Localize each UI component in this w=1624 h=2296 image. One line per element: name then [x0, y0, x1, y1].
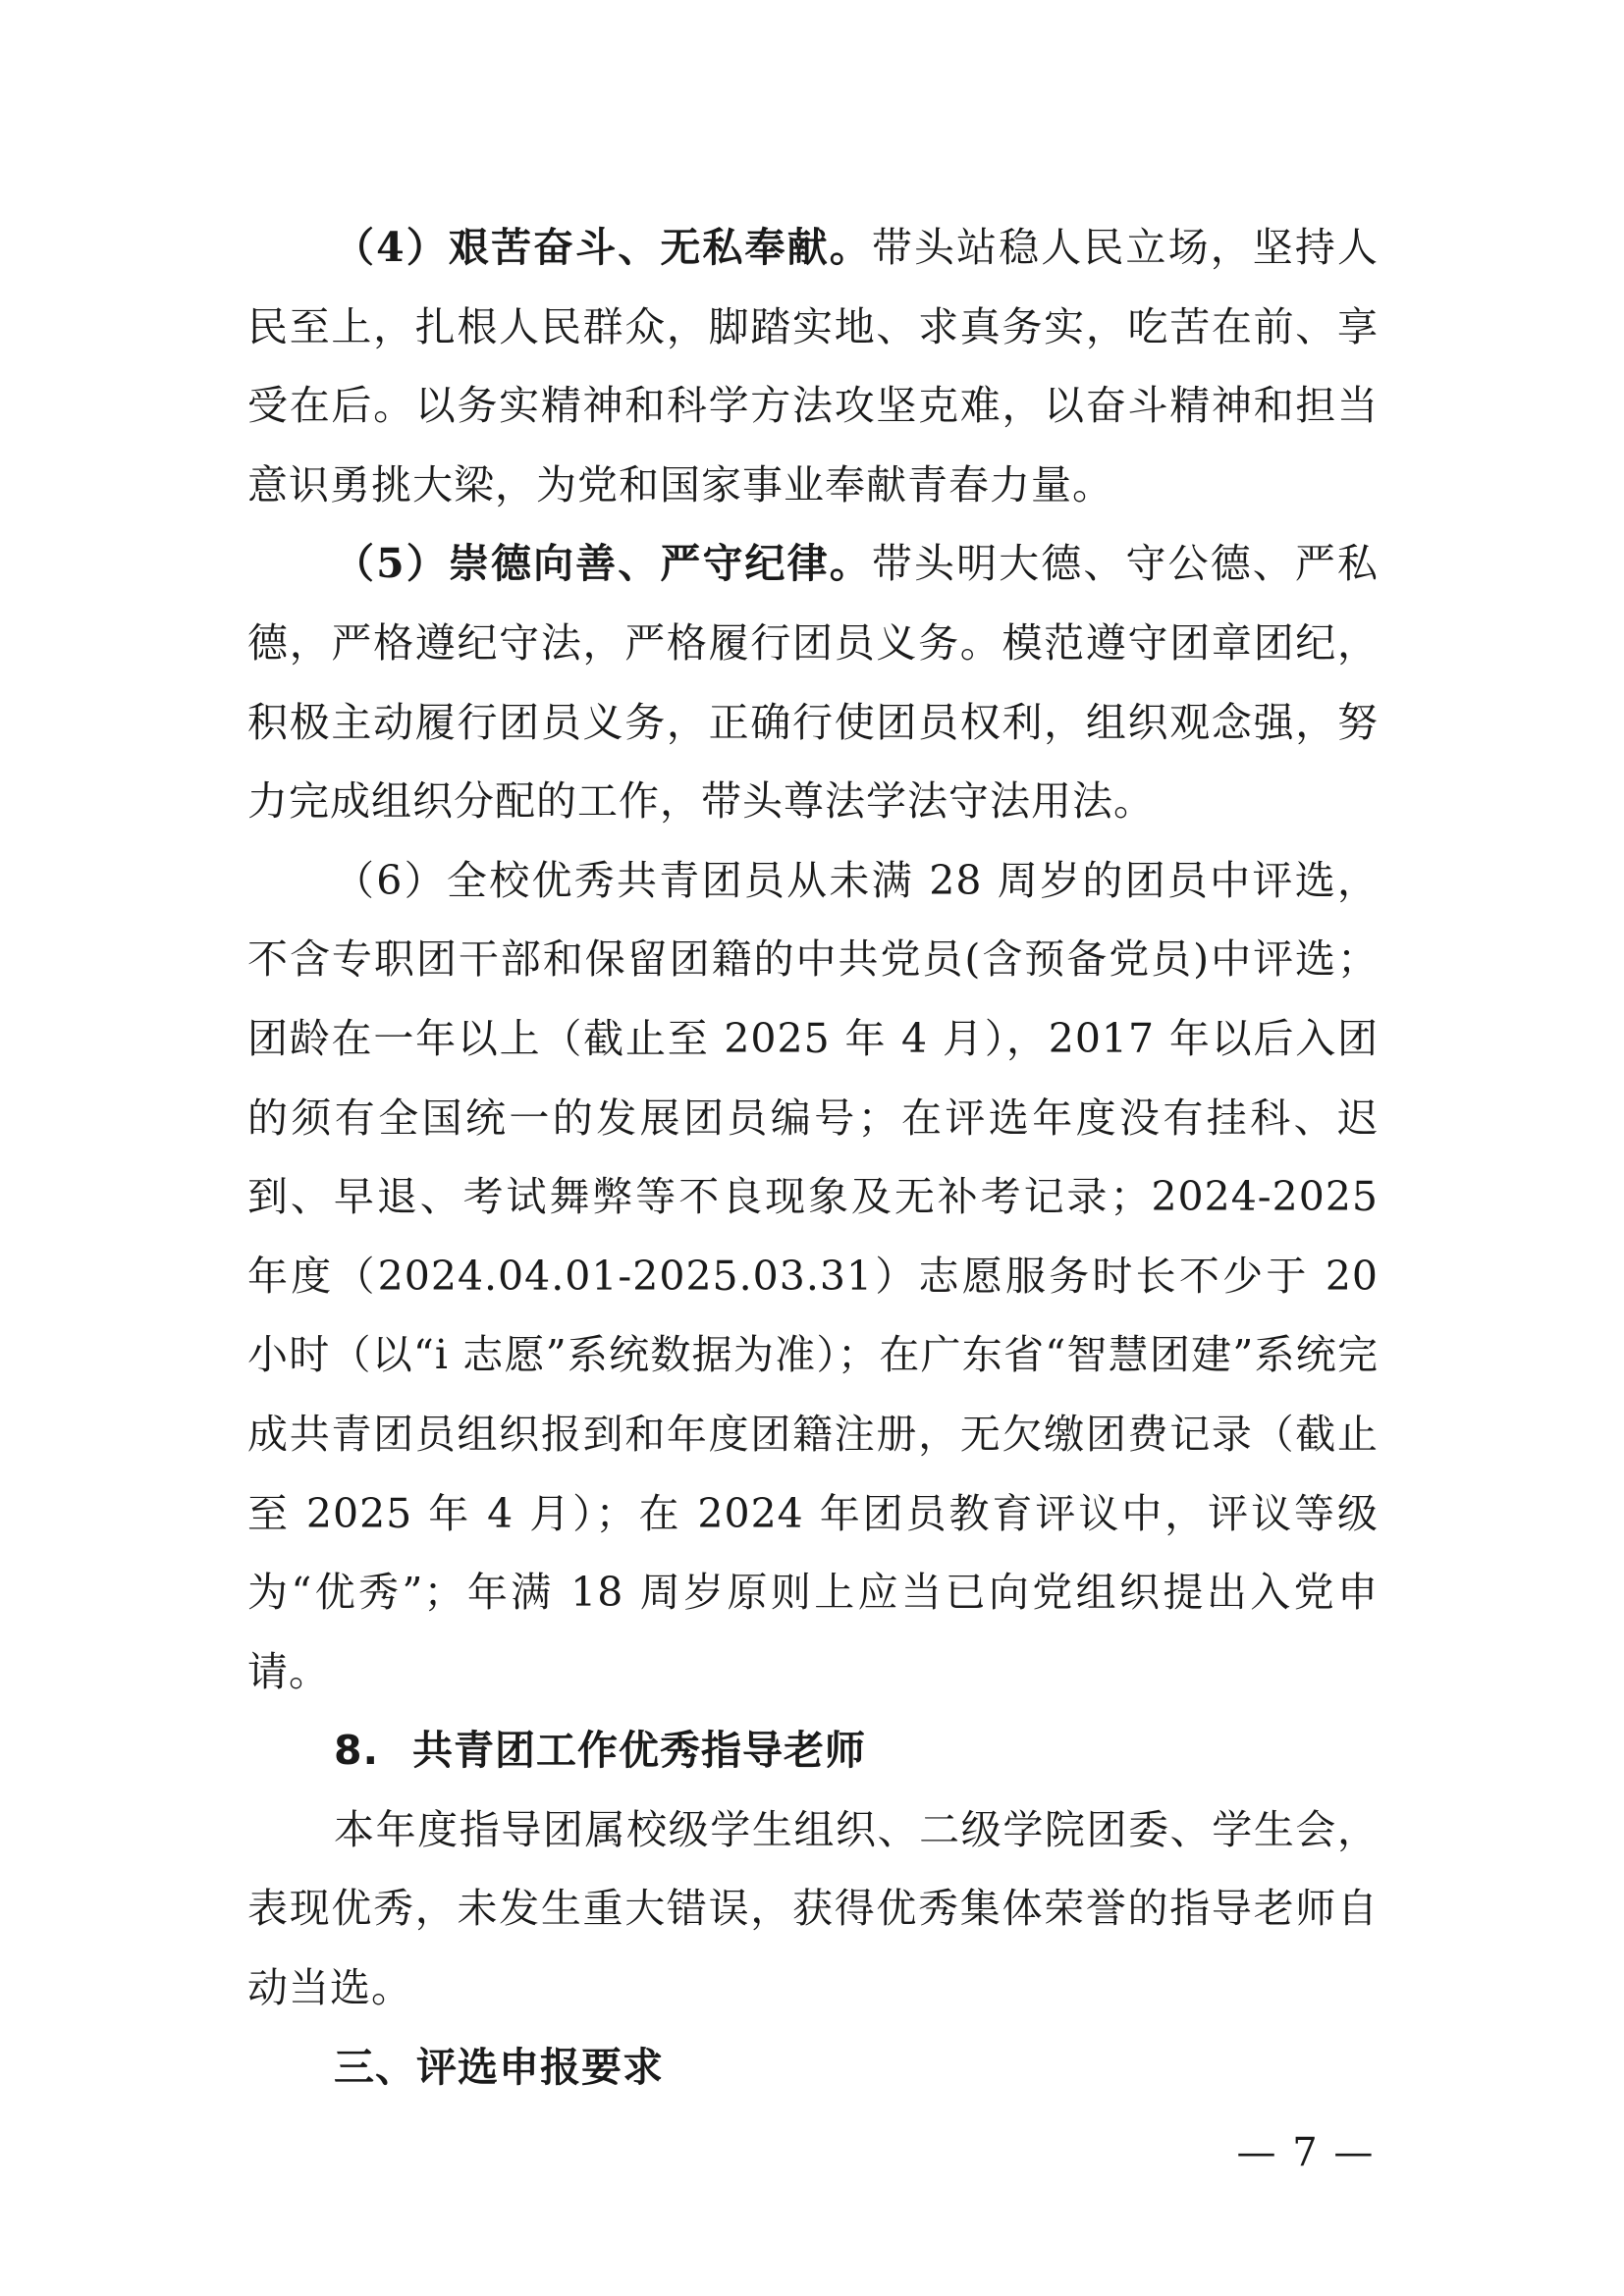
paragraph-criterion-6: （6）全校优秀共青团员从未满 28 周岁的团员中评选，不含专职团干部和保留团籍的中共党员(含预备党员)中评选；团龄在一年以上（截止至 2025 年 4 月），2017 年以后入团的须有全国统一的发展团员编号；在评选年度没有挂科、迟到、早退、考试舞弊等不良现象及无补考记录；2024-2025年度（2024.04.01-2025.03.31）志愿服务时长不少于 20 小时（以“i 志愿”系统数据为准）；在广东省“智慧团建”系统完成共青团员组织报到和年度团籍注册，无欠缴团费记录（截止至 2025 年 4 月）；在 2024 年团员教育评议中，评议等级为“优秀”；年满 18 周岁原则上应当已向党组织提出入党申请。 [247, 856, 1379, 1695]
document-body [247, 208, 1379, 2107]
criterion-4-body: 带头站稳人民立场，坚持人民至上，扎根人民群众，脚踏实地、求真务实，吃苦在前、享受在后。以务实精神和科学方法攻坚克难，以奋斗精神和担当意识勇挑大梁，为党和国家事业奉献青春力量。 [247, 224, 1380, 508]
paragraph-criterion-5 [247, 524, 1379, 840]
page-number: — 7 — [1236, 2130, 1376, 2175]
criterion-5-body: 带头明大德、守公德、严私德，严格遵纪守法，严格履行团员义务。模范遵守团章团纪，积极主动履行团员义务，正确行使团员权利，组织观念强，努力完成组织分配的工作，带头尊法学法守法用法。 [247, 540, 1380, 826]
section-3-heading: 三、评选申报要求 [334, 2043, 664, 2091]
section-8-title: 共青团工作优秀指导老师 [412, 1727, 866, 1775]
criterion-5-lead: （5）崇德向善、严守纪律。 [334, 540, 872, 588]
paragraph-criterion-4 [247, 208, 1379, 524]
criterion-4-lead: （4）艰苦奋斗、无私奉献。 [334, 224, 872, 271]
section-8-heading [247, 1711, 1379, 1790]
section-8-body: 本年度指导团属校级学生组织、二级学院团委、学生会，表现优秀，未发生重大错误，获得优秀集体荣誉的指导老师自动当选。 [247, 1805, 1379, 2012]
section-8-number: 8. [334, 1727, 380, 1775]
